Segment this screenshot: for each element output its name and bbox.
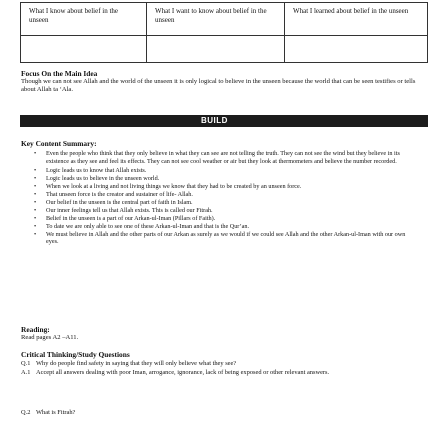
list-item: • Logic leads us to believe in the unseen world. — [34, 174, 160, 182]
bullet-icon: • — [34, 174, 37, 182]
bullet-icon: • — [34, 230, 37, 238]
key-content-list — [34, 150, 418, 246]
kwl-cell-want[interactable] — [147, 36, 285, 63]
build-banner — [20, 115, 428, 127]
bullet-icon: • — [34, 166, 37, 174]
answer-1 — [21, 369, 421, 377]
question-2 — [21, 409, 421, 417]
reading-heading: Reading: — [21, 325, 50, 334]
bullet-icon: • — [34, 182, 37, 190]
bullet-icon: • — [34, 150, 37, 157]
list-item: • Logic leads us to know that Allah exists. — [34, 166, 147, 174]
list-item: • Belief in the unseen is a part of our Arkan-ul-Iman (Pillars of Faith). — [34, 214, 216, 222]
list-item: • Our inner feelings tell us that Allah exists. This is called our Fitrah. — [34, 206, 213, 214]
answer-text: Accept all answers dealing with poor Iman, arrogance, ignorance, lack of being exposed or other relevant answers. — [36, 369, 330, 376]
bullet-icon: • — [34, 222, 37, 230]
question-label: Q.2 — [21, 409, 31, 416]
kwl-cell-learned[interactable] — [285, 36, 428, 63]
kwl-cell-know[interactable] — [21, 36, 147, 63]
kwl-header-know: What I know about belief in the unseen — [21, 3, 147, 36]
list-item: • Our belief in the unseen is the central part of faith in Islam. — [34, 198, 193, 206]
focus-heading: Focus On the Main Idea — [21, 69, 98, 78]
list-item: • When we look at a living and not living things we know that they had to be created by an unseen force. — [34, 182, 302, 190]
key-content-heading: Key Content Summary: — [21, 139, 97, 148]
list-item: • Even the people who think that they only believe in what they can see are not telling the truth. They can not see the wind but they believe in its existence as they see and feel its effects. They can not see cool weather or air but they look at thermometers and believe the number recorded. — [34, 150, 400, 165]
list-item: • We must believe in Allah and the other parts of our Arkan as surely as we would if we could see Allah and the other Arkan-ul-Iman with our own eyes. — [34, 230, 406, 246]
list-item: • That unseen force is the creator and sustainer of life- Allah. — [34, 190, 193, 198]
reading-text: Read pages A2 –A11. — [21, 334, 79, 341]
focus-text: Though we can not see Allah and the world of the unseen it is only logical to believe in the unseen because the world that can be seen testifies or tells about Allah ta ‘Ala. — [21, 78, 416, 93]
kwl-table — [20, 2, 428, 63]
bullet-icon: • — [34, 198, 37, 206]
bullet-icon: • — [34, 214, 37, 222]
bullet-icon: • — [34, 206, 37, 214]
kwl-header-learned: What I learned about belief in the unseen — [285, 3, 428, 36]
list-item: • To date we are only able to see one of these Arkan-ul-Iman and that is the Qur’an. — [34, 222, 250, 230]
question-text: Why do people find safety in saying that they will only believe what they see? — [36, 360, 237, 367]
kwl-header-row — [21, 3, 428, 36]
answer-label: A.1 — [21, 369, 31, 376]
kwl-answer-row — [21, 36, 428, 63]
build-label: BUILD — [201, 116, 228, 125]
kwl-header-want: What I want to know about belief in the unseen — [147, 3, 285, 36]
critical-heading: Critical Thinking/Study Questions — [21, 350, 130, 359]
question-text: What is Fitrah? — [36, 409, 76, 416]
question-label: Q.1 — [21, 360, 31, 367]
question-1 — [21, 360, 421, 368]
bullet-icon: • — [34, 190, 37, 198]
